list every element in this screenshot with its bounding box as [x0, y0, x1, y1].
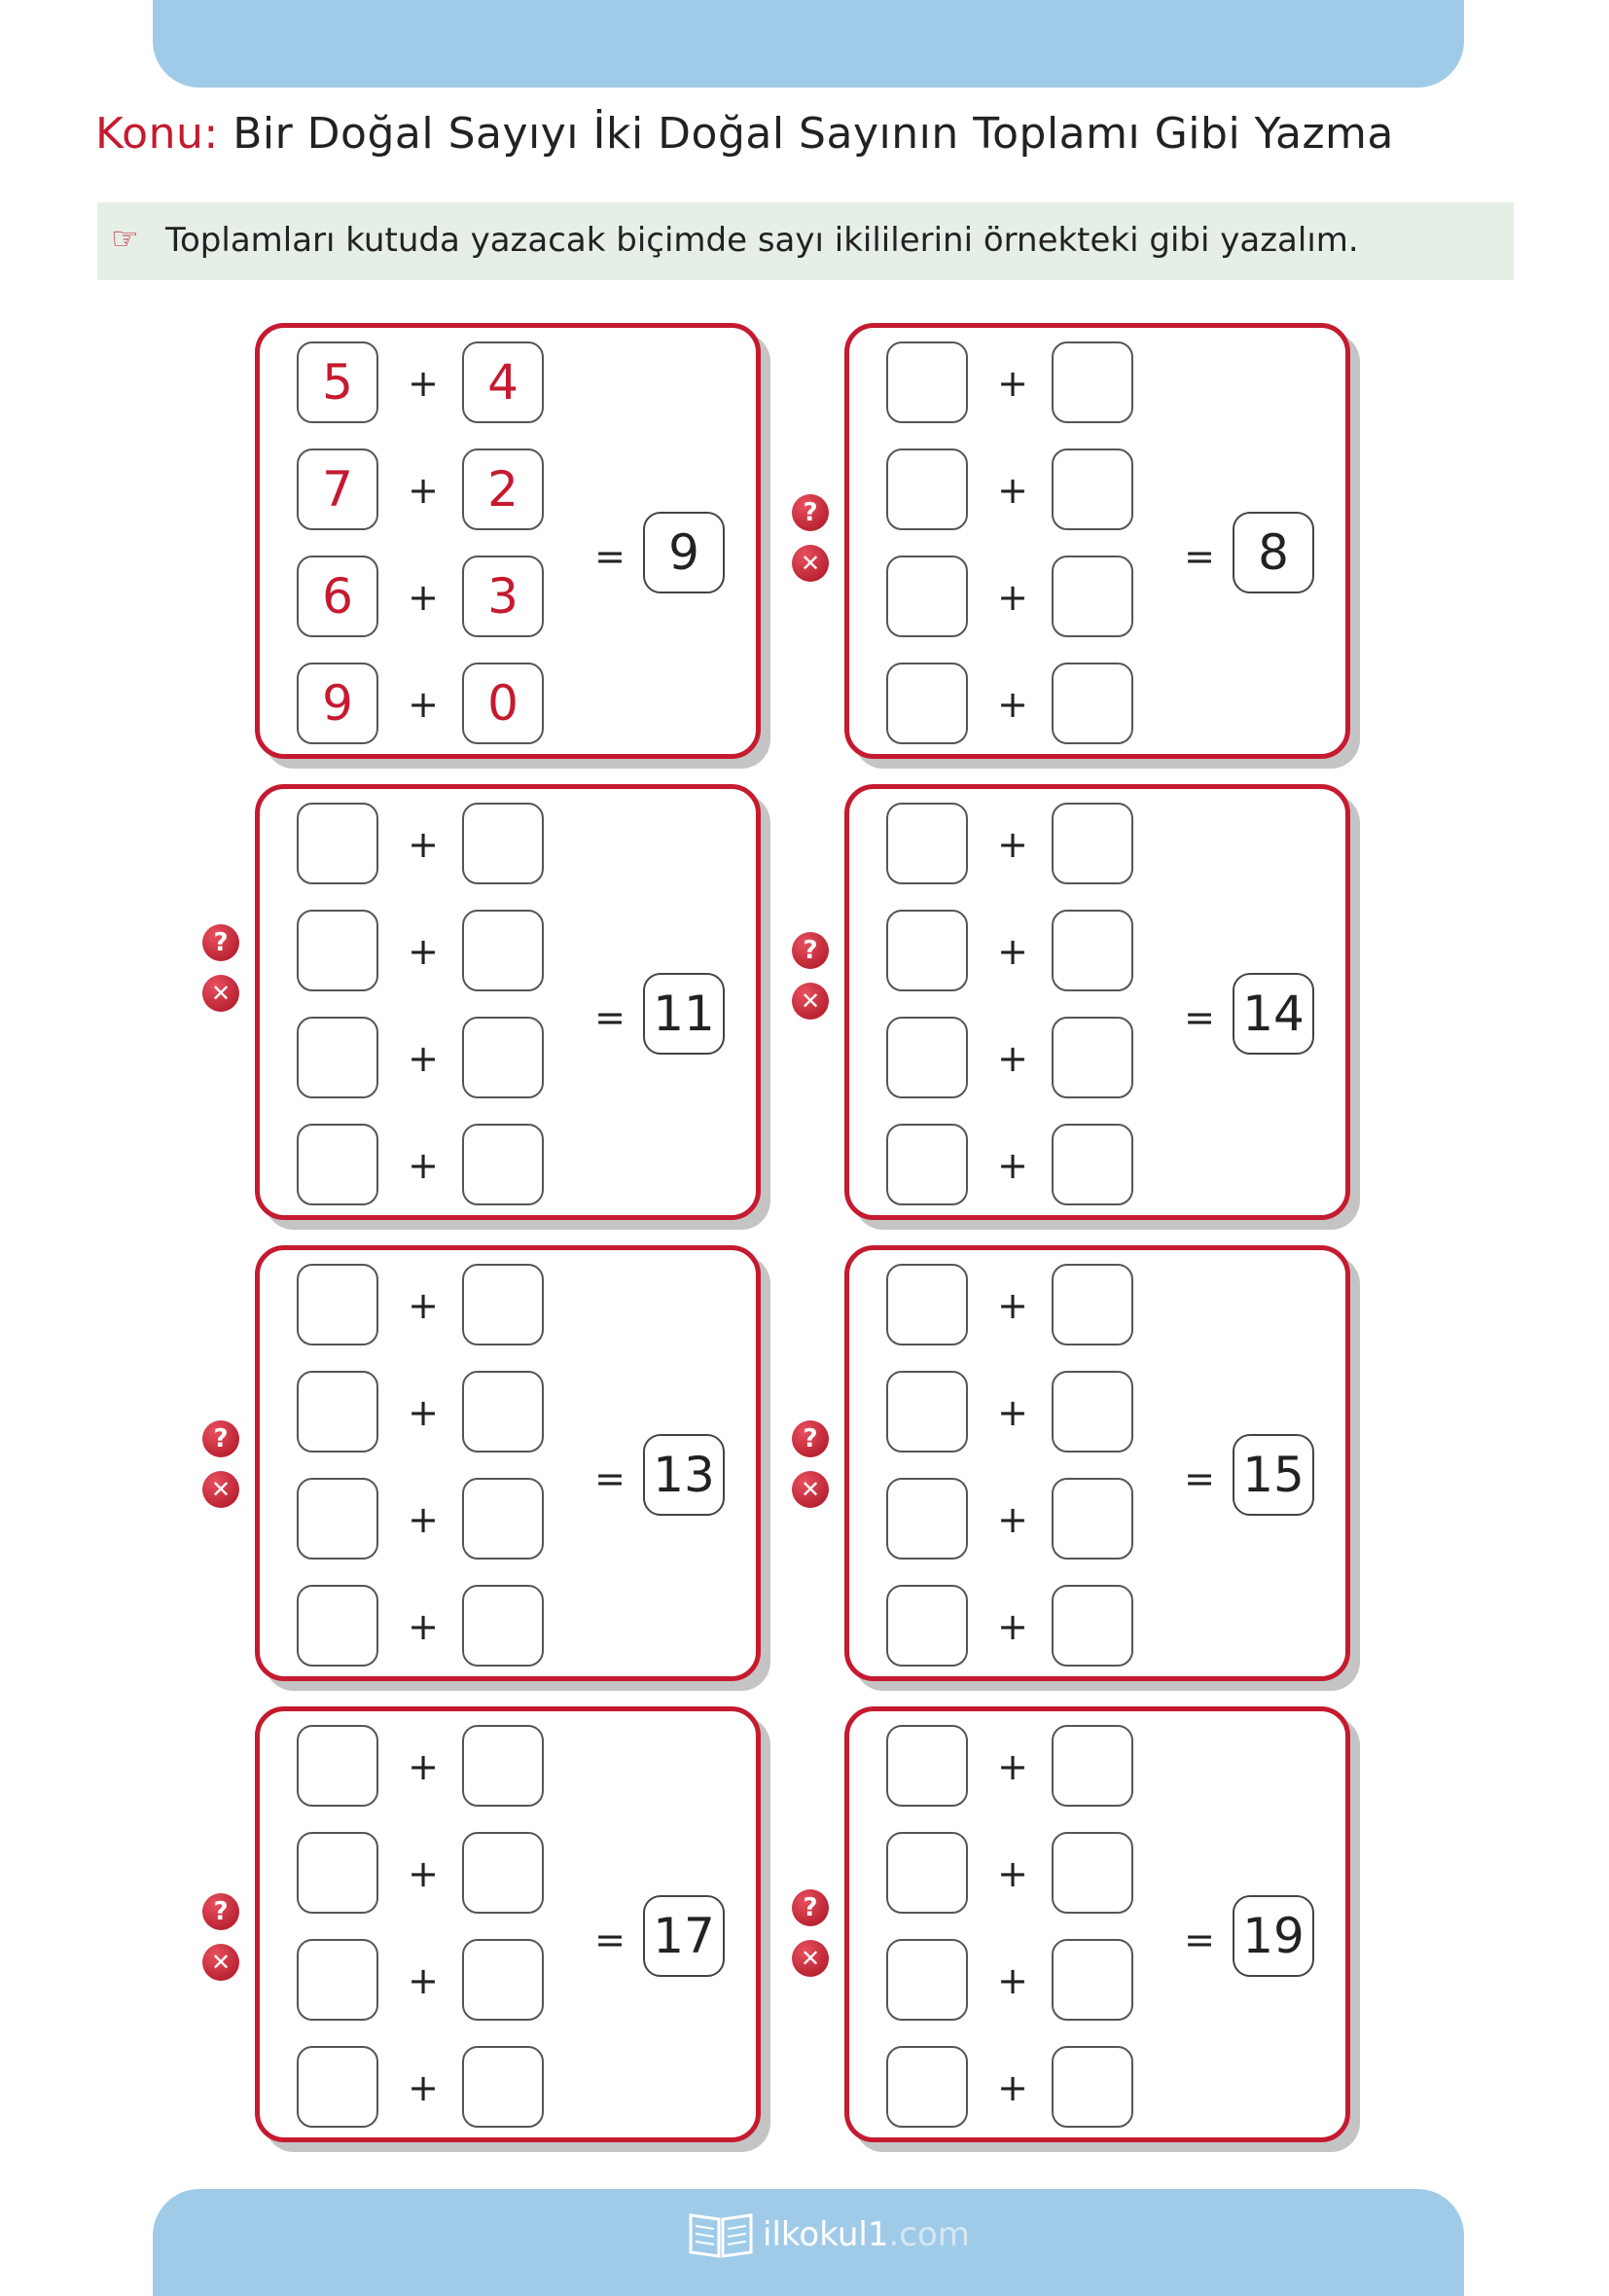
plus-sign: + — [997, 1391, 1028, 1434]
plus-sign: + — [408, 2066, 439, 2109]
help-icon[interactable]: ? — [792, 494, 829, 531]
addend-box[interactable] — [886, 910, 968, 991]
instruction-bar — [97, 202, 1514, 280]
clear-icon[interactable]: ✕ — [202, 1471, 239, 1508]
exercise-card — [255, 1245, 761, 1681]
addend-box[interactable] — [1052, 1124, 1133, 1205]
target-sum-box: 15 — [1233, 1434, 1314, 1516]
plus-sign: + — [997, 1959, 1028, 2002]
topic-text: Bir Doğal Sayıyı İki Doğal Sayının Toplamı Gibi Yazma — [232, 109, 1394, 159]
addend-box[interactable]: 2 — [462, 448, 544, 530]
addend-box[interactable]: 0 — [462, 663, 544, 744]
target-sum-box: 19 — [1233, 1895, 1314, 1977]
addend-box[interactable] — [297, 1939, 378, 2021]
addend-box[interactable] — [886, 556, 968, 637]
plus-sign: + — [408, 823, 439, 866]
addend-box[interactable] — [462, 1725, 544, 1807]
exercise-card — [255, 784, 761, 1220]
equals-sign: = — [594, 1919, 626, 1961]
page-title — [95, 109, 1394, 159]
addend-box[interactable] — [1052, 448, 1133, 530]
equals-sign: = — [1184, 1919, 1215, 1961]
help-icon[interactable]: ? — [792, 1420, 829, 1457]
clear-icon[interactable]: ✕ — [202, 975, 239, 1012]
logo-domain: .com — [888, 2215, 970, 2254]
target-sum-box: 8 — [1233, 512, 1314, 593]
addend-box[interactable] — [297, 1264, 378, 1345]
pointing-hand-icon: ☞ — [111, 220, 139, 257]
target-sum-box: 9 — [643, 512, 725, 593]
plus-sign: + — [408, 1852, 439, 1895]
addend-box[interactable] — [297, 803, 378, 884]
equals-sign: = — [1184, 535, 1215, 578]
card-controls — [792, 494, 833, 588]
addend-box[interactable] — [1052, 1264, 1133, 1345]
addend-box[interactable] — [462, 1585, 544, 1667]
plus-sign: + — [408, 362, 439, 405]
addend-box[interactable] — [462, 803, 544, 884]
plus-sign: + — [997, 683, 1028, 726]
plus-sign: + — [408, 1284, 439, 1327]
plus-sign: + — [997, 362, 1028, 405]
equals-sign: = — [594, 996, 626, 1039]
addend-box[interactable] — [886, 448, 968, 530]
addend-box[interactable] — [1052, 803, 1133, 884]
plus-sign: + — [408, 576, 439, 619]
plus-sign: + — [997, 823, 1028, 866]
plus-sign: + — [408, 683, 439, 726]
addend-box[interactable] — [297, 1832, 378, 1914]
addend-box[interactable] — [297, 1017, 378, 1098]
addend-box[interactable] — [462, 2046, 544, 2128]
plus-sign: + — [997, 1852, 1028, 1895]
exercise-card — [844, 1706, 1350, 2142]
addend-box[interactable] — [1052, 2046, 1133, 2128]
book-icon — [687, 2209, 755, 2260]
addend-box[interactable] — [462, 910, 544, 991]
addend-box[interactable] — [1052, 1832, 1133, 1914]
topic-label: Konu: — [95, 109, 219, 159]
exercise-card — [844, 784, 1350, 1220]
clear-icon[interactable]: ✕ — [202, 1944, 239, 1981]
addend-box[interactable] — [1052, 1478, 1133, 1560]
clear-icon[interactable]: ✕ — [792, 1471, 829, 1508]
plus-sign: + — [408, 930, 439, 973]
addend-box[interactable]: 3 — [462, 556, 544, 637]
card-controls — [792, 1889, 833, 1983]
plus-sign: + — [997, 1284, 1028, 1327]
help-icon[interactable]: ? — [202, 1893, 239, 1930]
card-controls — [202, 924, 243, 1018]
help-icon[interactable]: ? — [792, 1889, 829, 1926]
addend-box[interactable] — [886, 1371, 968, 1453]
plus-sign: + — [408, 1391, 439, 1434]
addend-box[interactable]: 4 — [462, 341, 544, 423]
addend-box[interactable] — [886, 341, 968, 423]
addend-box[interactable]: 7 — [297, 448, 378, 530]
addend-box[interactable] — [1052, 1725, 1133, 1807]
card-controls — [202, 1420, 243, 1514]
addend-box[interactable] — [297, 1371, 378, 1453]
plus-sign: + — [408, 1959, 439, 2002]
target-sum-box: 17 — [643, 1895, 725, 1977]
equals-sign: = — [594, 535, 626, 578]
addend-box[interactable] — [886, 663, 968, 744]
addend-box[interactable] — [297, 2046, 378, 2128]
addend-box[interactable] — [462, 1017, 544, 1098]
addend-box[interactable] — [1052, 1017, 1133, 1098]
addend-box[interactable] — [462, 1832, 544, 1914]
addend-box[interactable] — [297, 1585, 378, 1667]
target-sum-box: 14 — [1233, 973, 1314, 1055]
plus-sign: + — [408, 1037, 439, 1080]
plus-sign: + — [997, 2066, 1028, 2109]
plus-sign: + — [408, 1144, 439, 1187]
plus-sign: + — [997, 1037, 1028, 1080]
addend-box[interactable] — [297, 1725, 378, 1807]
plus-sign: + — [408, 1605, 439, 1648]
addend-box[interactable]: 6 — [297, 556, 378, 637]
plus-sign: + — [997, 1745, 1028, 1788]
plus-sign: + — [997, 469, 1028, 512]
plus-sign: + — [997, 576, 1028, 619]
card-controls — [792, 932, 833, 1025]
addend-box[interactable] — [886, 1017, 968, 1098]
logo-brand: ilkokul1 — [763, 2215, 889, 2254]
target-sum-box: 13 — [643, 1434, 725, 1516]
card-controls — [792, 1420, 833, 1514]
equals-sign: = — [1184, 996, 1215, 1039]
addend-box[interactable] — [297, 1478, 378, 1560]
addend-box[interactable] — [1052, 1371, 1133, 1453]
exercise-card — [844, 323, 1350, 759]
addend-box[interactable]: 9 — [297, 663, 378, 744]
addend-box[interactable] — [1052, 663, 1133, 744]
clear-icon[interactable]: ✕ — [792, 1940, 829, 1977]
addend-box[interactable] — [886, 1832, 968, 1914]
equals-sign: = — [1184, 1457, 1215, 1500]
site-logo — [687, 2206, 970, 2264]
addend-box[interactable] — [462, 1478, 544, 1560]
addend-box[interactable] — [1052, 910, 1133, 991]
addend-box[interactable] — [462, 1371, 544, 1453]
plus-sign: + — [997, 1144, 1028, 1187]
addend-box[interactable] — [886, 1264, 968, 1345]
addend-box[interactable] — [886, 1124, 968, 1205]
plus-sign: + — [997, 930, 1028, 973]
help-icon[interactable]: ? — [792, 932, 829, 969]
exercise-card — [255, 323, 761, 759]
help-icon[interactable]: ? — [202, 924, 239, 961]
addend-box[interactable] — [886, 1725, 968, 1807]
addend-box[interactable] — [462, 1264, 544, 1345]
addend-box[interactable] — [886, 1939, 968, 2021]
clear-icon[interactable]: ✕ — [792, 545, 829, 582]
addend-box[interactable] — [1052, 556, 1133, 637]
plus-sign: + — [408, 1498, 439, 1541]
instruction-text: Toplamları kutuda yazacak biçimde sayı ikililerini örnekteki gibi yazalım. — [165, 221, 1359, 260]
addend-box[interactable] — [297, 1124, 378, 1205]
addend-box[interactable] — [1052, 341, 1133, 423]
plus-sign: + — [997, 1498, 1028, 1541]
clear-icon[interactable]: ✕ — [792, 983, 829, 1020]
plus-sign: + — [997, 1605, 1028, 1648]
addend-box[interactable] — [1052, 1585, 1133, 1667]
addend-box[interactable] — [297, 910, 378, 991]
addend-box[interactable] — [886, 803, 968, 884]
addend-box[interactable] — [462, 1939, 544, 2021]
addend-box[interactable] — [886, 2046, 968, 2128]
addend-box[interactable] — [886, 1585, 968, 1667]
equals-sign: = — [594, 1457, 626, 1500]
help-icon[interactable]: ? — [202, 1420, 239, 1457]
exercise-card — [255, 1706, 761, 2142]
addend-box[interactable] — [1052, 1939, 1133, 2021]
card-controls — [202, 1893, 243, 1987]
plus-sign: + — [408, 1745, 439, 1788]
plus-sign: + — [408, 469, 439, 512]
exercise-card — [844, 1245, 1350, 1681]
target-sum-box: 11 — [643, 973, 725, 1055]
addend-box[interactable]: 5 — [297, 341, 378, 423]
top-decorative-band — [153, 0, 1464, 88]
addend-box[interactable] — [886, 1478, 968, 1560]
addend-box[interactable] — [462, 1124, 544, 1205]
